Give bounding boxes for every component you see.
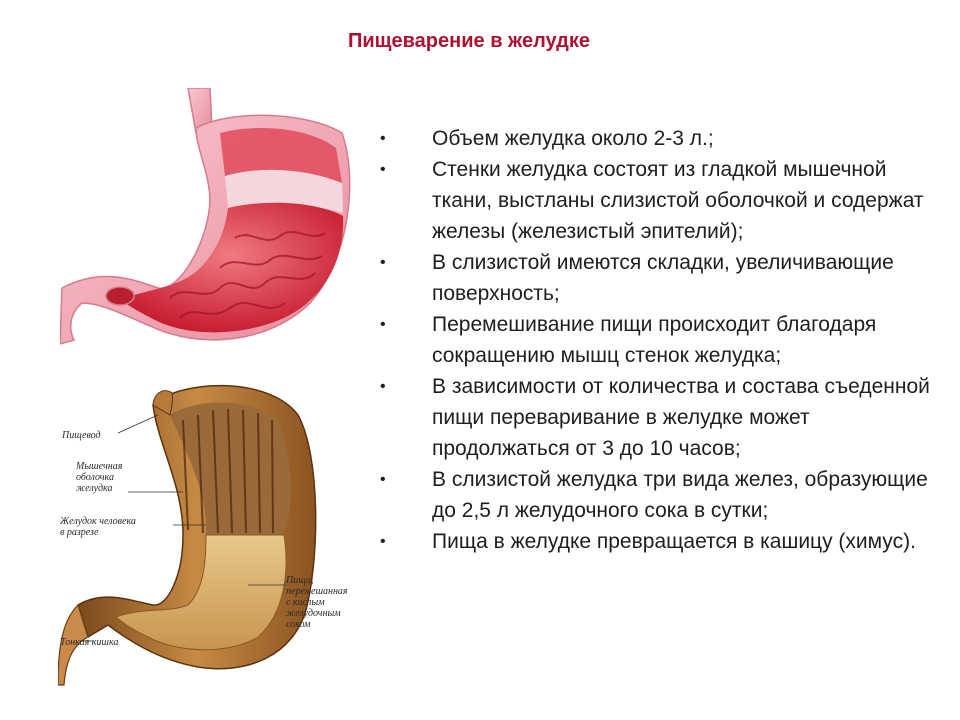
fact-item: [380, 526, 940, 557]
fact-item: [380, 464, 940, 526]
bullet-icon: •: [380, 254, 386, 271]
stomach-mucosa-illustration: [60, 88, 370, 356]
bullet-icon: •: [380, 378, 386, 395]
fact-list: [380, 123, 940, 557]
bullet-icon: •: [380, 316, 386, 333]
fact-item: [380, 123, 940, 154]
stomach-section-illustration: [58, 375, 380, 705]
label-muscle-layer: Мышечная оболочка желудка: [76, 461, 123, 494]
fact-item: [380, 371, 940, 464]
fact-text: Объем желудка около 2-3 л.;: [432, 127, 714, 150]
fact-text: Перемешивание пищи происходит благодаря сокращению мышц стенок желудка;: [432, 313, 877, 367]
fact-item: [380, 154, 940, 247]
fact-text: В зависимости от количества и состава съеденной пищи переваривание в желудке может продолжаться от 3 до 10 часов;: [432, 375, 930, 460]
fact-text: Стенки желудка состоят из гладкой мышечной ткани, выстланы слизистой оболочкой и содержат железы (железистый эпителий);: [432, 158, 924, 243]
fact-item: [380, 309, 940, 371]
label-food-mixture: Пища, перемешанная с кислым желудочным соком: [286, 575, 348, 630]
fact-text: Пища в желудке превращается в кашицу (химус).: [432, 530, 916, 553]
stomach-section-figure: [58, 375, 380, 705]
fact-text: В слизистой имеются складки, увеличивающие поверхность;: [432, 251, 894, 305]
bullet-icon: •: [380, 130, 386, 147]
bullet-icon: •: [380, 471, 386, 488]
label-small-intestine: Тонкая кишка: [60, 637, 119, 648]
fact-text: В слизистой желудка три вида желез, образующие до 2,5 л желудочного сока в сутки;: [432, 468, 928, 522]
bullet-icon: •: [380, 161, 386, 178]
slide-title: Пищеварение в желудке: [347, 30, 590, 52]
label-esophagus: Пищевод: [62, 430, 101, 441]
bullet-icon: •: [380, 533, 386, 550]
label-stomach-section: Желудок человека в разрезе: [60, 516, 136, 538]
fact-item: [380, 247, 940, 309]
